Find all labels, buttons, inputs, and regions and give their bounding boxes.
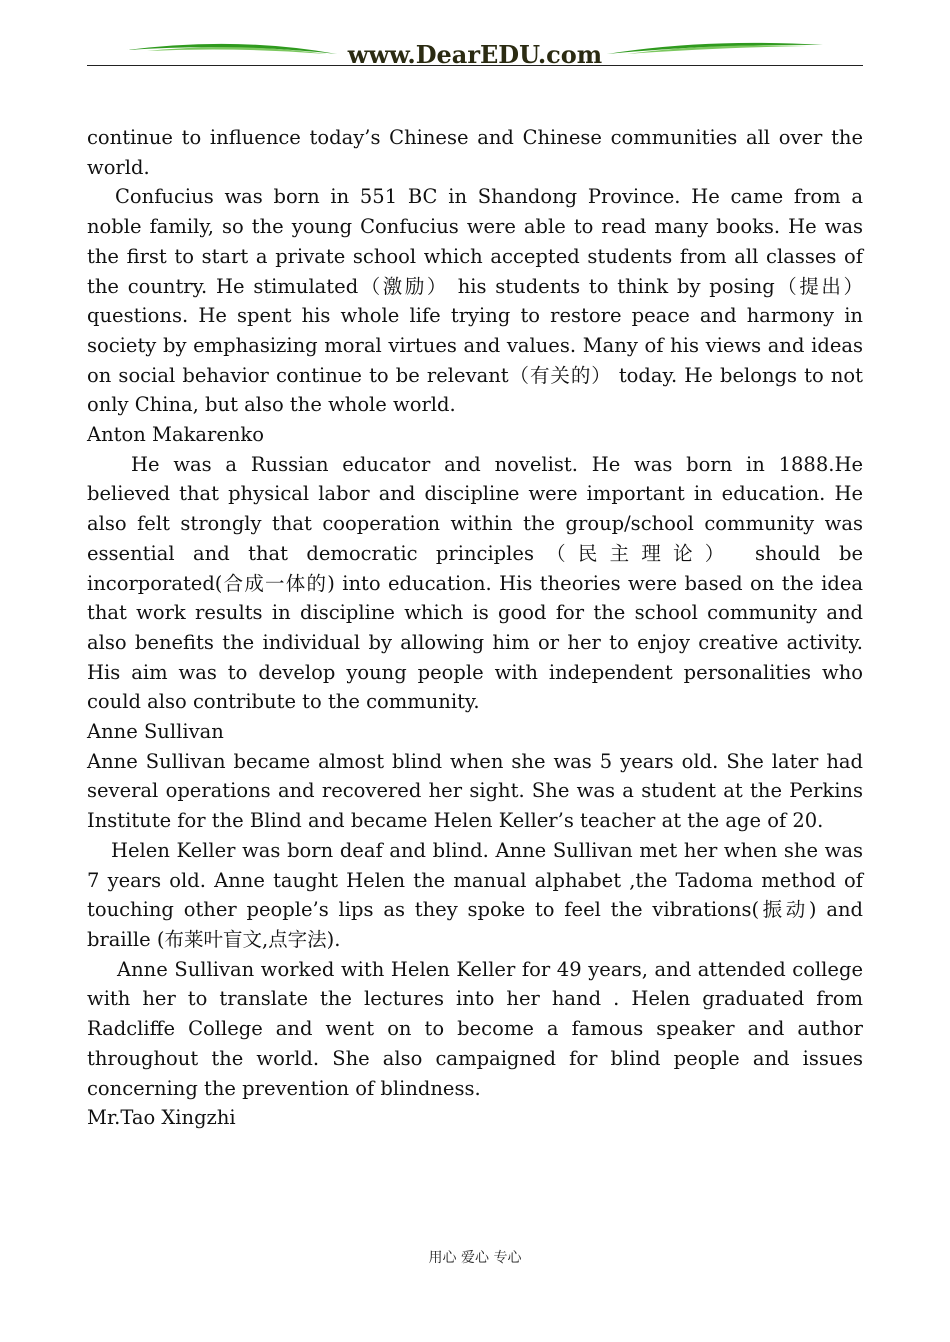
paragraph-makarenko: He was a Russian educator and novelist. He was born in 1888.He believed that physical labor and discipline were important in education. He also felt strongly that cooperation within the group/school community was essential and that democratic principles（民主理论） should be incorporated(合成一体的) into education. His theories were based on the idea that work results in discipline which is good for the school community and also benefits the individual by allowing him or her to enjoy creative activity. His aim was to develop young people with independent personalities who could also contribute to the community. <box>87 452 863 714</box>
heading-tao-xingzhi: Mr.Tao Xingzhi <box>87 1106 236 1130</box>
paragraph-helen-keller: Helen Keller was born deaf and blind. Anne Sullivan met her when she was 7 years old. Anne taught Helen the manual alphabet ,the Tadoma method of touching other people’s lips as they spoke to feel the vibrations(振动) and braille (布莱叶盲文,点字法). <box>87 838 863 951</box>
paragraph-confucius: Confucius was born in 551 BC in Shandong Province. He came from a noble family, so the young Confucius were able to read many books. He was the first to start a private school which accepted students from all classes of the country. He stimulated（激励） his students to think by posing（提出） questions. He spent his whole life trying to restore peace and harmony in society by emphasizing moral virtues and values. Many of his views and ideas on social behavior continue to be relevant（有关的） today. He belongs to not only China, but also the whole world. <box>87 185 863 417</box>
heading-anton-makarenko: Anton Makarenko <box>87 423 264 447</box>
dearedu-logo <box>87 30 863 70</box>
paragraph-sullivan-work: Anne Sullivan worked with Helen Keller for 49 years, and attended college with her to translate the lectures into her hand . Helen graduated from Radcliffe College and went on to become a famous speaker and author throughout the world. She also campaigned for blind people and issues concerning the prevention of blindness. <box>87 957 863 1100</box>
page-header <box>87 30 863 70</box>
document-body <box>87 123 863 1133</box>
site-name: www.DearEDU.com <box>347 40 603 69</box>
paragraph-sullivan-early-life: Anne Sullivan became almost blind when she was 5 years old. She later had several operations and recovered her sight. She was a student at the Perkins Institute for the Blind and became Helen Keller’s teacher at the age of 20. <box>87 749 863 833</box>
heading-anne-sullivan: Anne Sullivan <box>87 720 224 744</box>
page-footer: 用心 爱心 专心 <box>428 1250 522 1266</box>
header-rule <box>87 65 863 66</box>
paragraph-confucius-intro-end: continue to influence today’s Chinese and Chinese communities all over the world. <box>87 126 863 179</box>
